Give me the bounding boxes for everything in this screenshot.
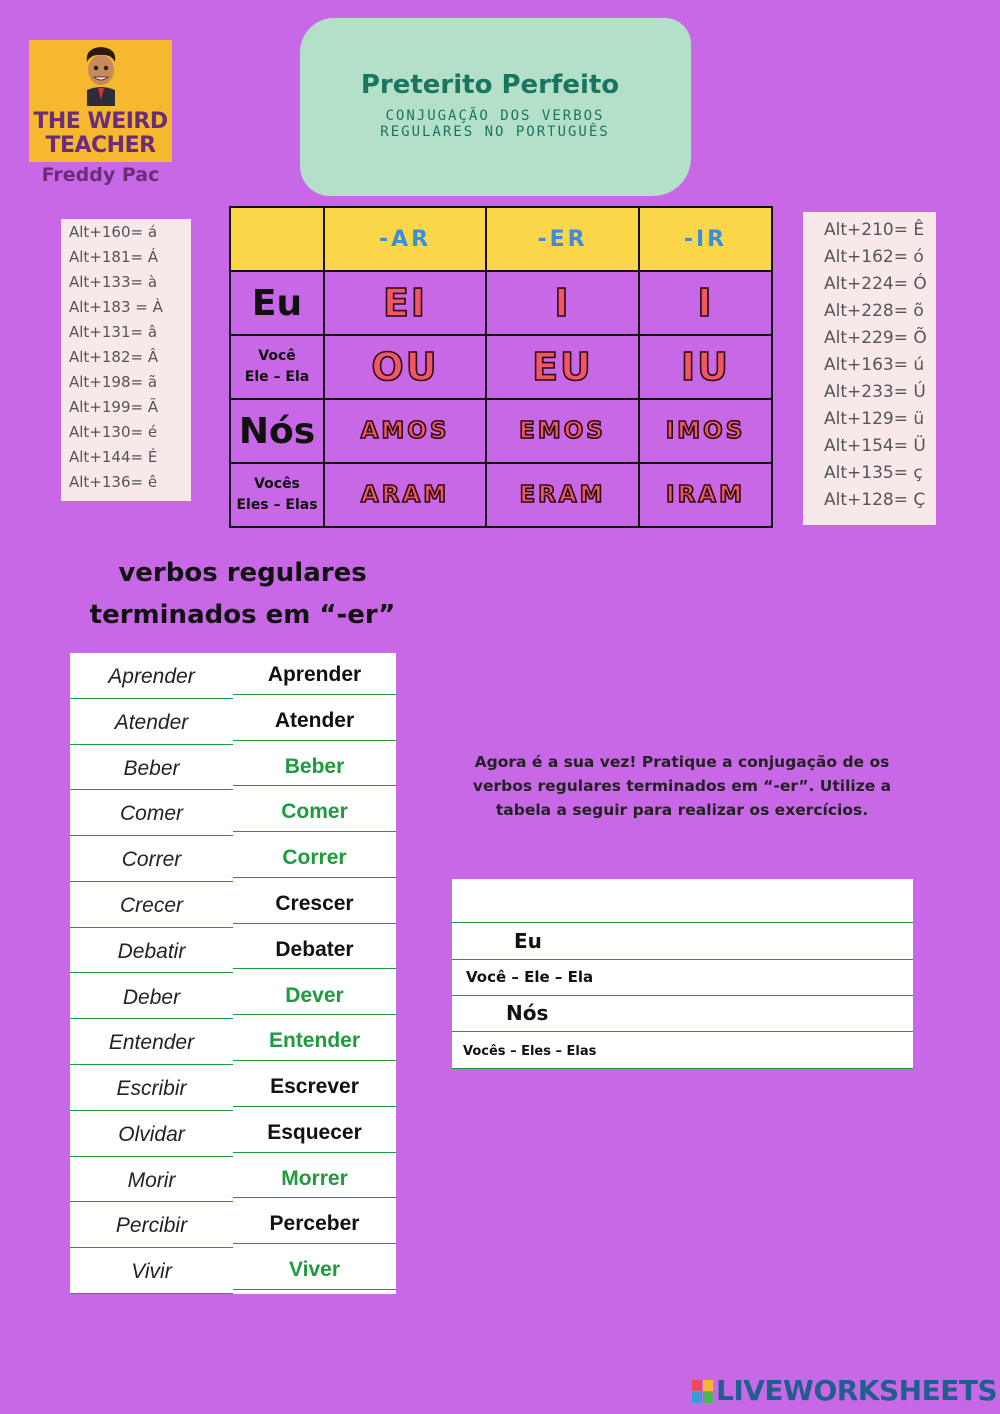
verb-underline bbox=[233, 1014, 396, 1015]
ending-cell: ARAM bbox=[324, 463, 486, 527]
practice-answer-field[interactable] bbox=[600, 996, 913, 1032]
verb-portuguese-text: Perceber bbox=[269, 1212, 360, 1236]
verb-portuguese-cell bbox=[233, 836, 396, 882]
verb-spanish-text: Morir bbox=[127, 1168, 176, 1192]
verb-row bbox=[70, 1065, 396, 1111]
alt-code-item: Alt+210= Ê bbox=[824, 220, 925, 240]
verb-underline bbox=[233, 740, 396, 741]
verb-row bbox=[70, 928, 396, 974]
practice-row-line bbox=[452, 1068, 913, 1069]
alt-codes-left-panel bbox=[61, 219, 191, 501]
verb-spanish-text: Deber bbox=[122, 985, 181, 1009]
verb-spanish-cell bbox=[70, 1111, 233, 1157]
verb-portuguese-cell bbox=[233, 653, 396, 699]
verb-underline bbox=[233, 694, 396, 695]
verb-portuguese-text: Dever bbox=[285, 983, 344, 1007]
alt-code-item: Alt+183 = À bbox=[69, 298, 163, 316]
pronoun-cell: Eu bbox=[230, 271, 324, 335]
header-er: -ER bbox=[486, 207, 639, 271]
practice-pronoun-label bbox=[452, 879, 600, 923]
verb-row bbox=[70, 882, 396, 928]
practice-answer-field[interactable] bbox=[600, 960, 913, 996]
verb-spanish-text: Crecer bbox=[119, 893, 183, 917]
verb-spanish-cell bbox=[70, 745, 233, 791]
verb-spanish-text: Vivir bbox=[131, 1260, 172, 1284]
verb-spanish-cell bbox=[70, 790, 233, 836]
verb-spanish-text: Beber bbox=[123, 756, 180, 780]
verb-spanish-cell bbox=[70, 653, 233, 699]
verb-portuguese-cell bbox=[233, 882, 396, 928]
verb-spanish-cell bbox=[70, 1157, 233, 1203]
practice-row bbox=[452, 879, 913, 923]
verb-spanish-text: Debatir bbox=[117, 939, 186, 963]
verb-underline bbox=[233, 923, 396, 924]
verb-spanish-cell bbox=[70, 1248, 233, 1294]
verb-row bbox=[70, 790, 396, 836]
verb-portuguese-cell bbox=[233, 1019, 396, 1065]
practice-table bbox=[452, 879, 913, 1069]
alt-code-item: Alt+129= ü bbox=[824, 409, 925, 429]
verbs-heading bbox=[70, 552, 415, 636]
verb-row bbox=[70, 1111, 396, 1157]
practice-pronoun-label: Nós bbox=[506, 1001, 549, 1025]
alt-code-item: Alt+154= Ü bbox=[824, 436, 926, 456]
alt-code-item: Alt+144= É bbox=[69, 448, 158, 466]
instructions-line-3: tabela a seguir para realizar os exercícios. bbox=[495, 801, 869, 819]
verb-portuguese-cell bbox=[233, 974, 396, 1020]
verb-spanish-text: Correr bbox=[121, 848, 182, 872]
verb-portuguese-text: Escrever bbox=[270, 1075, 359, 1099]
ending-cell: EI bbox=[324, 271, 486, 335]
liveworksheets-brand bbox=[692, 1374, 997, 1406]
conjugation-row-nos bbox=[230, 399, 772, 463]
ending-cell: IU bbox=[639, 335, 772, 399]
logo-author: Freddy Pac bbox=[41, 164, 160, 186]
verb-portuguese-cell bbox=[233, 745, 396, 791]
verb-underline bbox=[233, 968, 396, 969]
verbs-table bbox=[70, 653, 396, 1294]
alt-code-item: Alt+233= Ú bbox=[824, 382, 926, 402]
pronoun-cell: Nós bbox=[230, 399, 324, 463]
ending-cell: OU bbox=[324, 335, 486, 399]
practice-answer-field[interactable] bbox=[600, 923, 913, 960]
practice-row bbox=[452, 996, 913, 1032]
verb-portuguese-text: Debater bbox=[275, 937, 354, 961]
verb-portuguese-text: Entender bbox=[268, 1029, 360, 1053]
verb-spanish-text: Atender bbox=[114, 710, 189, 734]
practice-answer-field[interactable] bbox=[600, 1032, 913, 1069]
verb-portuguese-text: Crescer bbox=[275, 891, 354, 915]
verb-portuguese-text: Esquecer bbox=[267, 1120, 362, 1144]
instructions-line-2: verbos regulares terminados em “-er”. Utilize a bbox=[472, 777, 892, 795]
verb-spanish-text: Percibir bbox=[115, 1214, 188, 1238]
header-empty-cell bbox=[230, 207, 324, 271]
verb-spanish-text: Comer bbox=[119, 802, 183, 826]
subtitle-line-2: REGULARES NO PORTUGUÊS bbox=[380, 124, 610, 140]
practice-answer-field[interactable] bbox=[600, 879, 913, 923]
verb-underline bbox=[233, 1289, 396, 1290]
verb-underline bbox=[233, 1243, 396, 1244]
verb-spanish-cell bbox=[70, 882, 233, 928]
alt-code-item: Alt+224= Ó bbox=[824, 274, 927, 294]
conjugation-table bbox=[229, 206, 773, 528]
ending-cell: EU bbox=[486, 335, 639, 399]
ending-cell: I bbox=[486, 271, 639, 335]
alt-code-item: Alt+198= ã bbox=[69, 373, 158, 391]
alt-code-item: Alt+182= Â bbox=[69, 348, 159, 366]
ending-cell: AMOS bbox=[324, 399, 486, 463]
verbs-heading-line-1: verbos regulares bbox=[118, 558, 367, 588]
pronoun-cell: Você Ele – Ela bbox=[230, 335, 324, 399]
verb-spanish-cell bbox=[70, 1065, 233, 1111]
verb-underline bbox=[233, 785, 396, 786]
verb-row bbox=[70, 836, 396, 882]
verb-portuguese-cell bbox=[233, 699, 396, 745]
alt-code-item: Alt+160= á bbox=[69, 223, 158, 241]
verb-spanish-text: Escribir bbox=[116, 1077, 187, 1101]
verb-portuguese-cell bbox=[233, 1111, 396, 1157]
verb-row bbox=[70, 974, 396, 1020]
title-card bbox=[300, 18, 691, 196]
header-ir: -IR bbox=[639, 207, 772, 271]
verb-underline bbox=[233, 877, 396, 878]
verb-row bbox=[70, 699, 396, 745]
verb-portuguese-cell bbox=[233, 1065, 396, 1111]
verb-portuguese-cell bbox=[233, 1157, 396, 1203]
verb-row bbox=[70, 1248, 396, 1294]
brand-text: LIVEWORKSHEETS bbox=[716, 1374, 998, 1407]
conjugation-row-eu bbox=[230, 271, 772, 335]
instructions-text bbox=[470, 750, 894, 822]
verb-portuguese-text: Comer bbox=[281, 800, 348, 824]
practice-row bbox=[452, 1032, 913, 1069]
practice-pronoun-label: Vocês – Eles – Elas bbox=[463, 1044, 597, 1059]
alt-code-item: Alt+163= ú bbox=[824, 355, 925, 375]
alt-code-item: Alt+162= ó bbox=[824, 247, 924, 267]
verb-underline bbox=[70, 1293, 233, 1294]
alt-code-item: Alt+136= ê bbox=[69, 473, 158, 491]
verb-underline bbox=[233, 831, 396, 832]
verb-spanish-text: Olvidar bbox=[118, 1122, 185, 1146]
verb-underline bbox=[233, 1152, 396, 1153]
verb-row bbox=[70, 1157, 396, 1203]
teacher-avatar-icon bbox=[81, 44, 121, 106]
verb-underline bbox=[233, 1060, 396, 1061]
verb-spanish-cell bbox=[70, 1019, 233, 1065]
alt-code-item: Alt+181= Á bbox=[69, 248, 159, 266]
ending-cell: IRAM bbox=[639, 463, 772, 527]
alt-code-item: Alt+228= õ bbox=[824, 301, 924, 321]
verb-portuguese-cell bbox=[233, 1202, 396, 1248]
alt-codes-right-panel bbox=[803, 212, 936, 525]
practice-pronoun-label: Eu bbox=[514, 929, 542, 953]
instructions-line-1: Agora é a sua vez! Pratique a conjugação de os bbox=[474, 753, 890, 771]
liveworksheets-logo-icon bbox=[692, 1380, 714, 1404]
page-subtitle bbox=[300, 108, 690, 140]
verb-row bbox=[70, 1019, 396, 1065]
verb-portuguese-text: Beber bbox=[284, 754, 345, 778]
verb-row bbox=[70, 1202, 396, 1248]
verb-row bbox=[70, 745, 396, 791]
conjugation-header-row bbox=[230, 207, 772, 271]
verb-portuguese-cell bbox=[233, 790, 396, 836]
verb-portuguese-text: Viver bbox=[289, 1258, 340, 1282]
verb-spanish-cell bbox=[70, 1202, 233, 1248]
verb-spanish-cell bbox=[70, 699, 233, 745]
alt-code-item: Alt+135= ç bbox=[824, 463, 923, 483]
verb-underline bbox=[233, 1106, 396, 1107]
practice-row bbox=[452, 923, 913, 960]
alt-code-item: Alt+128= Ç bbox=[824, 490, 926, 510]
alt-code-item: Alt+131= â bbox=[69, 323, 158, 341]
ending-cell: I bbox=[639, 271, 772, 335]
alt-code-item: Alt+229= Õ bbox=[824, 328, 927, 348]
verb-row bbox=[70, 653, 396, 699]
verb-portuguese-cell bbox=[233, 1248, 396, 1294]
verb-portuguese-text: Correr bbox=[282, 846, 347, 870]
practice-row bbox=[452, 960, 913, 996]
verb-spanish-cell bbox=[70, 974, 233, 1020]
conjugation-row-voces bbox=[230, 463, 772, 527]
verb-portuguese-text: Atender bbox=[274, 708, 355, 732]
alt-code-item: Alt+133= à bbox=[69, 273, 158, 291]
verb-spanish-cell bbox=[70, 836, 233, 882]
alt-code-item: Alt+130= é bbox=[69, 423, 158, 441]
verb-underline bbox=[233, 1197, 396, 1198]
ending-cell: ERAM bbox=[486, 463, 639, 527]
verb-portuguese-text: Morrer bbox=[281, 1166, 348, 1190]
ending-cell: EMOS bbox=[486, 399, 639, 463]
verb-spanish-text: Entender bbox=[108, 1031, 195, 1055]
subtitle-line-1: CONJUGAÇÃO DOS VERBOS bbox=[385, 108, 605, 124]
alt-code-item: Alt+199= Ã bbox=[69, 398, 159, 416]
verbs-heading-line-2: terminados em “-er” bbox=[89, 600, 396, 630]
logo-line-1: THE WEIRD bbox=[33, 109, 168, 134]
page-title: Preterito Perfeito bbox=[360, 70, 620, 100]
the-weird-teacher-logo bbox=[29, 40, 172, 162]
verb-spanish-text: Aprender bbox=[108, 665, 195, 688]
logo-line-2: TEACHER bbox=[45, 133, 156, 158]
header-ar: -AR bbox=[324, 207, 486, 271]
ending-cell: IMOS bbox=[639, 399, 772, 463]
verb-portuguese-cell bbox=[233, 928, 396, 974]
conjugation-row-voce bbox=[230, 335, 772, 399]
practice-pronoun-label: Você – Ele – Ela bbox=[466, 968, 594, 986]
verb-portuguese-text: Aprender bbox=[267, 663, 362, 686]
verb-spanish-cell bbox=[70, 928, 233, 974]
pronoun-cell: Vocês Eles – Elas bbox=[230, 463, 324, 527]
